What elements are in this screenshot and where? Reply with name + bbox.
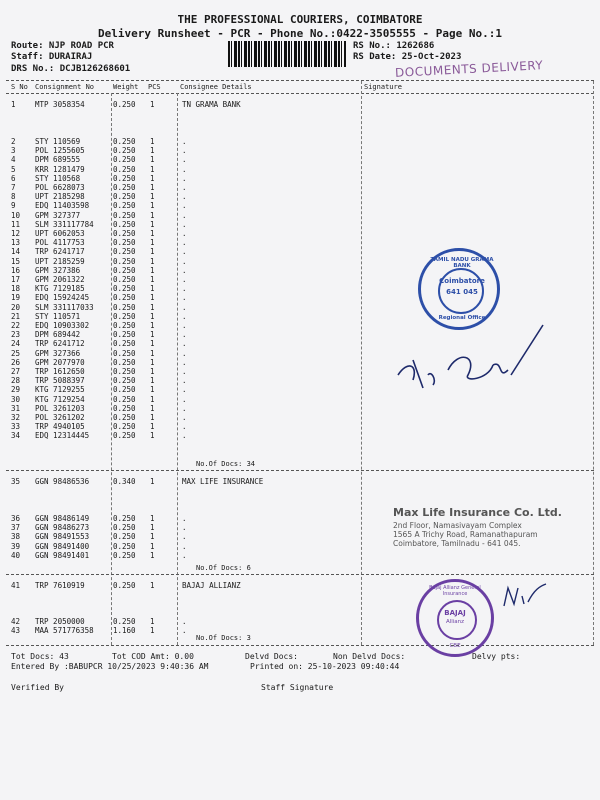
row-sno: 35 xyxy=(11,477,21,486)
row-pcs: 1 xyxy=(150,385,155,395)
row-sno: 43 xyxy=(11,626,21,635)
total-cod: Tot COD Amt: 0.00 xyxy=(112,652,194,661)
row-sno: 7 xyxy=(11,183,16,192)
seal-text: Allianz xyxy=(445,619,465,625)
row-pcs: 1 xyxy=(150,339,155,349)
row-sno: 26 xyxy=(11,357,21,367)
row-consignment-no: UPT 2185298 xyxy=(35,192,85,202)
row-sno: 9 xyxy=(11,201,16,211)
row-consignee-dot: . xyxy=(182,617,187,626)
drs-number: DRS No.: DCJB126268601 xyxy=(11,64,131,74)
row-sno: 42 xyxy=(11,617,21,626)
row-weight: 0.250 xyxy=(113,265,136,275)
row-consignment-no: EDQ 11403598 xyxy=(35,201,90,211)
row-pcs: 1 xyxy=(150,581,155,590)
row-weight: 0.250 xyxy=(113,173,136,183)
row-consignment-no: KRR 1281479 xyxy=(35,164,85,174)
row-consignment-no: KTG 7129185 xyxy=(35,284,85,294)
row-pcs: 1 xyxy=(150,523,155,533)
delivery-points: Delvy pts: xyxy=(472,652,521,661)
row-consignee-dot: . xyxy=(182,164,187,174)
row-consignee-dot: . xyxy=(182,275,187,284)
row-consignee-dot: . xyxy=(182,238,187,248)
row-consignment-no: GGN 98491401 xyxy=(35,550,90,560)
maxlife-stamp xyxy=(393,506,562,548)
row-consignee-dot: . xyxy=(182,265,187,275)
delivered-docs: Delvd Docs: xyxy=(245,652,298,661)
table-row xyxy=(0,431,600,440)
row-weight: 0.250 xyxy=(113,201,136,211)
row-sno: 27 xyxy=(11,367,21,376)
row-consignment-no: SLM 331117033 xyxy=(35,302,94,312)
row-weight: 0.250 xyxy=(113,394,136,404)
row-pcs: 1 xyxy=(150,302,155,312)
row-consignee-dot: . xyxy=(182,302,187,312)
row-weight: 0.250 xyxy=(113,137,136,146)
row-consignment-no: TRP 7610919 xyxy=(35,581,85,590)
row-sno: 34 xyxy=(11,431,21,441)
row-consignee-dot: . xyxy=(182,394,187,404)
row-pcs: 1 xyxy=(150,403,155,413)
total-docs: Tot Docs: 43 xyxy=(11,652,69,661)
verified-by: Verified By xyxy=(11,683,64,692)
row-sno: 23 xyxy=(11,330,21,340)
row-weight: 0.250 xyxy=(113,422,136,432)
row-sno: 31 xyxy=(11,403,21,413)
table-row xyxy=(0,626,600,635)
row-pcs: 1 xyxy=(150,210,155,220)
row-consignee-dot: . xyxy=(182,367,187,376)
row-pcs: 1 xyxy=(150,293,155,303)
row-weight: 0.250 xyxy=(113,155,136,165)
col-signature: Signature xyxy=(364,83,402,91)
table-row xyxy=(0,165,600,174)
row-sno: 21 xyxy=(11,311,21,321)
row-weight: 0.250 xyxy=(113,256,136,266)
row-weight: 0.250 xyxy=(113,192,136,202)
row-weight: 0.250 xyxy=(113,229,136,238)
table-row xyxy=(0,404,600,413)
row-consignee: BAJAJ ALLIANZ xyxy=(182,581,241,590)
row-consignment-no: MAA 571776358 xyxy=(35,626,94,635)
row-consignment-no: TRP 5088397 xyxy=(35,376,85,386)
row-consignee-dot: . xyxy=(182,385,187,395)
rs-date: RS Date: 25-Oct-2023 xyxy=(353,52,462,62)
row-consignment-no: STY 110569 xyxy=(35,137,81,146)
table-row xyxy=(0,174,600,183)
row-pcs: 1 xyxy=(150,431,155,441)
row-weight: 0.250 xyxy=(113,376,136,386)
table-row xyxy=(0,303,600,312)
row-sno: 41 xyxy=(11,581,21,590)
row-consignment-no: EDQ 12314445 xyxy=(35,431,90,441)
divider xyxy=(6,93,594,94)
row-pcs: 1 xyxy=(150,256,155,266)
row-weight: 0.250 xyxy=(113,550,136,560)
row-consignment-no: UPT 2185259 xyxy=(35,256,85,266)
row-weight: 0.250 xyxy=(113,164,136,174)
group-doc-count: No.Of Docs: 34 xyxy=(196,460,256,468)
row-weight: 0.250 xyxy=(113,330,136,340)
row-sno: 28 xyxy=(11,376,21,386)
row-sno: 22 xyxy=(11,321,21,330)
row-consignment-no: MTP 3058354 xyxy=(35,100,85,109)
staff-signature: Staff Signature xyxy=(261,683,334,692)
table-row xyxy=(0,257,600,266)
row-consignee-dot: . xyxy=(182,155,187,165)
row-sno: 10 xyxy=(11,210,21,220)
row-sno: 1 xyxy=(11,100,16,109)
table-row xyxy=(0,238,600,247)
row-sno: 36 xyxy=(11,514,21,523)
row-consignment-no: DPM 689442 xyxy=(35,330,81,340)
row-consignee-dot: . xyxy=(182,210,187,220)
col-consignee: Consignee Details xyxy=(180,83,252,91)
row-weight: 0.250 xyxy=(113,210,136,220)
table-row xyxy=(0,422,600,431)
col-weight: Weight xyxy=(113,83,139,91)
row-consignment-no: TRP 2050000 xyxy=(35,617,85,626)
seal-text: Regional Office xyxy=(438,315,486,321)
row-consignment-no: UPT 6062053 xyxy=(35,229,85,238)
row-sno: 8 xyxy=(11,192,16,202)
row-sno: 13 xyxy=(11,238,21,248)
row-weight: 0.250 xyxy=(113,532,136,542)
table-row xyxy=(0,137,600,146)
row-consignee-dot: . xyxy=(182,219,187,229)
row-pcs: 1 xyxy=(150,550,155,560)
row-consignee-dot: . xyxy=(182,201,187,211)
row-sno: 4 xyxy=(11,155,16,165)
table-row xyxy=(0,551,600,560)
row-pcs: 1 xyxy=(150,275,155,284)
row-consignment-no: GPM 327386 xyxy=(35,265,81,275)
row-pcs: 1 xyxy=(150,155,155,165)
row-sno: 3 xyxy=(11,146,16,156)
row-consignee: MAX LIFE INSURANCE xyxy=(182,477,264,486)
row-pcs: 1 xyxy=(150,348,155,358)
seal-text: Bajaj Allianz General Insurance xyxy=(429,585,481,597)
row-weight: 0.250 xyxy=(113,348,136,358)
row-weight: 0.250 xyxy=(113,403,136,413)
barcode xyxy=(228,41,346,67)
row-weight: 0.250 xyxy=(113,238,136,248)
row-weight: 0.250 xyxy=(113,247,136,257)
row-consignment-no: GGN 98486149 xyxy=(35,514,90,523)
row-sno: 16 xyxy=(11,265,21,275)
row-weight: 0.250 xyxy=(113,367,136,376)
row-weight: 0.250 xyxy=(113,219,136,229)
row-sno: 24 xyxy=(11,339,21,349)
row-pcs: 1 xyxy=(150,422,155,432)
row-weight: 1.160 xyxy=(113,626,136,635)
table-row xyxy=(0,284,600,293)
row-pcs: 1 xyxy=(150,330,155,340)
row-consignee-dot: . xyxy=(182,137,187,146)
row-consignment-no: KTG 7129254 xyxy=(35,394,85,404)
row-consignee-dot: . xyxy=(182,348,187,358)
row-consignee-dot: . xyxy=(182,173,187,183)
table-row xyxy=(0,201,600,210)
table-row xyxy=(0,220,600,229)
runsheet-subtitle: Delivery Runsheet - PCR - Phone No.:0422-3505555 - Page No.:1 xyxy=(98,27,502,40)
group-divider xyxy=(6,574,594,575)
row-weight: 0.250 xyxy=(113,523,136,533)
row-consignee-dot: . xyxy=(182,330,187,340)
row-weight: 0.250 xyxy=(113,617,136,626)
row-weight: 0.250 xyxy=(113,284,136,294)
row-sno: 20 xyxy=(11,302,21,312)
table-row xyxy=(0,229,600,238)
row-sno: 39 xyxy=(11,541,21,551)
row-weight: 0.250 xyxy=(113,339,136,349)
seal-text: BAJAJ xyxy=(444,609,466,617)
table-row xyxy=(0,477,600,486)
row-weight: 0.250 xyxy=(113,581,136,590)
stamp-text: 2nd Floor, Namasivayam Complex xyxy=(393,521,522,530)
rs-number: RS No.: 1262686 xyxy=(353,41,435,51)
row-weight: 0.250 xyxy=(113,514,136,523)
signature-scribble xyxy=(500,582,550,612)
row-pcs: 1 xyxy=(150,100,155,109)
row-sno: 18 xyxy=(11,284,21,294)
row-consignment-no: GPM 327366 xyxy=(35,348,81,358)
row-pcs: 1 xyxy=(150,357,155,367)
row-consignee-dot: . xyxy=(182,413,187,422)
row-pcs: 1 xyxy=(150,514,155,523)
row-pcs: 1 xyxy=(150,183,155,192)
group-doc-count: No.Of Docs: 3 xyxy=(196,634,251,642)
row-weight: 0.250 xyxy=(113,541,136,551)
row-pcs: 1 xyxy=(150,164,155,174)
row-weight: 0.250 xyxy=(113,146,136,156)
row-consignment-no: GPM 2077970 xyxy=(35,357,85,367)
row-pcs: 1 xyxy=(150,376,155,386)
row-pcs: 1 xyxy=(150,146,155,156)
row-consignee-dot: . xyxy=(182,550,187,560)
stamp-text: Max Life Insurance Co. Ltd. xyxy=(393,506,562,519)
row-consignee-dot: . xyxy=(182,514,187,523)
row-consignment-no: POL 6628073 xyxy=(35,183,85,192)
row-consignee-dot: . xyxy=(182,357,187,367)
row-pcs: 1 xyxy=(150,201,155,211)
table-row xyxy=(0,100,600,109)
row-sno: 17 xyxy=(11,275,21,284)
row-sno: 14 xyxy=(11,247,21,257)
row-consignment-no: TRP 6241717 xyxy=(35,247,85,257)
table-row xyxy=(0,275,600,284)
row-consignee-dot: . xyxy=(182,532,187,542)
row-consignment-no: GPM 2061322 xyxy=(35,275,85,284)
table-row xyxy=(0,293,600,302)
row-consignee-dot: . xyxy=(182,541,187,551)
row-consignee-dot: . xyxy=(182,146,187,156)
col-pcs: PCS xyxy=(148,83,161,91)
row-consignee-dot: . xyxy=(182,403,187,413)
route-label: Route: NJP ROAD PCR xyxy=(11,41,114,51)
row-consignment-no: POL 3261203 xyxy=(35,403,85,413)
row-consignment-no: SLM 331117784 xyxy=(35,219,94,229)
row-weight: 0.250 xyxy=(113,321,136,330)
documents-delivery-stamp: DOCUMENTS DELIVERY xyxy=(394,58,544,80)
row-weight: 0.250 xyxy=(113,357,136,367)
row-sno: 29 xyxy=(11,385,21,395)
group-divider xyxy=(6,470,594,471)
row-consignee-dot: . xyxy=(182,523,187,533)
row-consignee: TN GRAMA BANK xyxy=(182,100,241,109)
table-row xyxy=(0,146,600,155)
row-sno: 15 xyxy=(11,256,21,266)
row-sno: 11 xyxy=(11,219,21,229)
row-weight: 0.250 xyxy=(113,385,136,395)
row-sno: 33 xyxy=(11,422,21,432)
row-consignee-dot: . xyxy=(182,183,187,192)
row-pcs: 1 xyxy=(150,284,155,294)
row-consignment-no: TRP 4940105 xyxy=(35,422,85,432)
row-pcs: 1 xyxy=(150,229,155,238)
seal-text: 641 045 xyxy=(446,288,478,296)
col-sno: S No xyxy=(11,83,28,91)
staff-label: Staff: DURAIRAJ xyxy=(11,52,93,62)
row-consignee-dot: . xyxy=(182,311,187,321)
row-pcs: 1 xyxy=(150,137,155,146)
group-doc-count: No.Of Docs: 6 xyxy=(196,564,251,572)
row-consignment-no: EDQ 15924245 xyxy=(35,293,90,303)
table-row xyxy=(0,247,600,256)
seal-text: CBE xyxy=(449,643,461,649)
stamp-text: Coimbatore, Tamilnadu - 641 045. xyxy=(393,539,521,548)
row-consignment-no: KTG 7129255 xyxy=(35,385,85,395)
stamp-text: 1565 A Trichy Road, Ramanathapuram xyxy=(393,530,538,539)
company-title: THE PROFESSIONAL COURIERS, COIMBATORE xyxy=(177,13,423,26)
signature-scribble xyxy=(393,320,553,400)
row-consignee-dot: . xyxy=(182,376,187,386)
col-consignment: Consignment No xyxy=(35,83,95,91)
row-sno: 40 xyxy=(11,550,21,560)
row-consignment-no: GGN 98491553 xyxy=(35,532,90,542)
tngb-seal xyxy=(418,248,500,330)
table-row xyxy=(0,617,600,626)
row-consignee-dot: . xyxy=(182,431,187,441)
row-consignee-dot: . xyxy=(182,192,187,202)
row-consignment-no: GGN 98491400 xyxy=(35,541,90,551)
row-consignee-dot: . xyxy=(182,256,187,266)
row-consignment-no: GPM 327377 xyxy=(35,210,81,220)
row-sno: 37 xyxy=(11,523,21,533)
row-pcs: 1 xyxy=(150,219,155,229)
row-consignment-no: STY 110571 xyxy=(35,311,81,321)
entered-by: Entered By :BABUPCR 10/25/2023 9:40:36 AM xyxy=(11,662,209,671)
row-pcs: 1 xyxy=(150,265,155,275)
row-consignee-dot: . xyxy=(182,626,187,635)
divider xyxy=(6,80,594,81)
table-row xyxy=(0,183,600,192)
row-sno: 25 xyxy=(11,348,21,358)
row-pcs: 1 xyxy=(150,541,155,551)
row-consignee-dot: . xyxy=(182,293,187,303)
row-weight: 0.250 xyxy=(113,413,136,422)
bajaj-seal xyxy=(416,579,494,657)
non-delivered-docs: Non Delvd Docs: xyxy=(333,652,406,661)
row-pcs: 1 xyxy=(150,617,155,626)
row-pcs: 1 xyxy=(150,413,155,422)
row-sno: 6 xyxy=(11,173,16,183)
row-consignment-no: TRP 1612650 xyxy=(35,367,85,376)
row-weight: 0.250 xyxy=(113,293,136,303)
row-sno: 12 xyxy=(11,229,21,238)
row-sno: 19 xyxy=(11,293,21,303)
row-pcs: 1 xyxy=(150,367,155,376)
row-pcs: 1 xyxy=(150,626,155,635)
row-pcs: 1 xyxy=(150,321,155,330)
table-row xyxy=(0,266,600,275)
row-consignment-no: POL 3261202 xyxy=(35,413,85,422)
row-sno: 5 xyxy=(11,164,16,174)
table-row xyxy=(0,192,600,201)
row-pcs: 1 xyxy=(150,394,155,404)
row-consignee-dot: . xyxy=(182,284,187,294)
row-consignment-no: STY 110568 xyxy=(35,173,81,183)
table-row xyxy=(0,413,600,422)
row-consignment-no: GGN 98486273 xyxy=(35,523,90,533)
row-consignee-dot: . xyxy=(182,321,187,330)
row-weight: 0.250 xyxy=(113,311,136,321)
row-consignment-no: POL 1255605 xyxy=(35,146,85,156)
printed-on: Printed on: 25-10-2023 09:40:44 xyxy=(250,662,400,671)
row-consignee-dot: . xyxy=(182,339,187,349)
row-pcs: 1 xyxy=(150,192,155,202)
row-weight: 0.340 xyxy=(113,477,136,486)
table-row xyxy=(0,155,600,164)
row-weight: 0.250 xyxy=(113,100,136,109)
row-sno: 38 xyxy=(11,532,21,542)
row-consignee-dot: . xyxy=(182,247,187,257)
row-weight: 0.250 xyxy=(113,183,136,192)
row-weight: 0.250 xyxy=(113,431,136,441)
seal-text: TAMIL NADU GRAMA BANK xyxy=(430,257,494,269)
row-consignee-dot: . xyxy=(182,422,187,432)
row-pcs: 1 xyxy=(150,532,155,542)
row-pcs: 1 xyxy=(150,477,155,486)
row-pcs: 1 xyxy=(150,311,155,321)
row-consignment-no: GGN 98486536 xyxy=(35,477,90,486)
row-sno: 2 xyxy=(11,137,16,146)
row-consignee-dot: . xyxy=(182,229,187,238)
row-weight: 0.250 xyxy=(113,302,136,312)
row-pcs: 1 xyxy=(150,247,155,257)
row-weight: 0.250 xyxy=(113,275,136,284)
row-consignment-no: TRP 6241712 xyxy=(35,339,85,349)
row-pcs: 1 xyxy=(150,238,155,248)
row-sno: 30 xyxy=(11,394,21,404)
seal-text: Coimbatore xyxy=(439,277,485,285)
row-sno: 32 xyxy=(11,413,21,422)
row-consignment-no: DPM 689555 xyxy=(35,155,81,165)
row-consignment-no: EDQ 10903302 xyxy=(35,321,90,330)
divider xyxy=(6,645,594,646)
row-consignment-no: POL 4117753 xyxy=(35,238,85,248)
table-row xyxy=(0,211,600,220)
row-pcs: 1 xyxy=(150,173,155,183)
